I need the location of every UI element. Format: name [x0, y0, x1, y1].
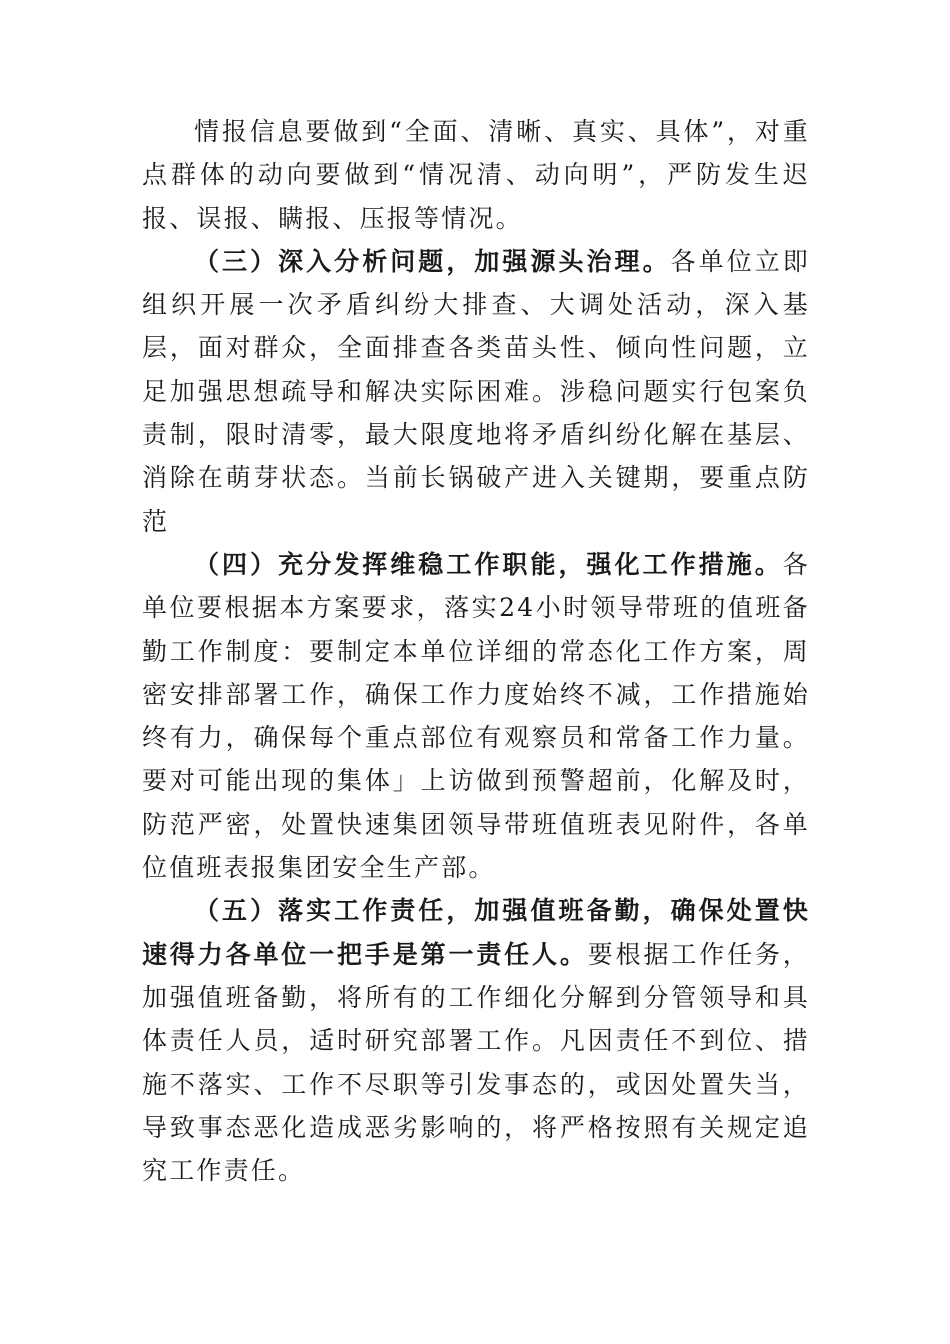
section-5-text: 要根据工作任务，加强值班备勤，将所有的工作细化分解到分管领导和具体责任人员，适时研究部署工作。凡因责任不到位、措施不落实、工作不尽职等引发事态的，或因处置失当，导致事态恶化造成恶劣影响的，将严格按照有关规定追究工作责任。: [142, 939, 811, 1186]
section-3-heading: （三）深入分析问题，加强源头治理。: [194, 246, 671, 276]
section-3-text: 各单位立即组织开展一次矛盾纠纷大排查、大调处活动，深入基层，面对群众，全面排查各类苗头性、倾向性问题，立足加强思想疏导和解决实际困难。涉稳问题实行包案负责制，限时清零，最大限度地将矛盾纠纷化解在基层、消除在萌芽状态。当前长锅破产进入关键期，要重点防范: [142, 246, 810, 536]
paragraph-text: 情报信息要做到“全面、清晰、真实、具体”，对重点群体的动向要做到“情况清、动向明”，严防发生迟报、误报、瞒报、压报等情况。: [142, 117, 810, 233]
section-5-heading: （五）落实工作责任，加强值班备勤，确保处置快速得力各单位一把手是第一责任人。: [142, 896, 810, 969]
section-4-text: 各单位要根据本方案要求，落实24小时领导带班的值班备勤工作制度：要制定本单位详细的常态化工作方案，周密安排部署工作，确保工作力度始终不减，工作措施始终有力，确保每个重点部位有观察员和常备工作力量。要对可能出现的集体」上访做到预警超前，化解及时，防范严密，处置快速集团领导带班值班表见附件，各单位值班表报集团安全生产部。: [142, 549, 810, 883]
document-body: [142, 110, 810, 1192]
paragraph-section-5: [142, 889, 810, 1192]
paragraph-section-4: [142, 543, 810, 889]
paragraph-intelligence: [142, 110, 810, 240]
section-4-heading: （四）充分发挥维稳工作职能，强化工作措施。: [194, 549, 783, 579]
paragraph-section-3: [142, 240, 810, 543]
